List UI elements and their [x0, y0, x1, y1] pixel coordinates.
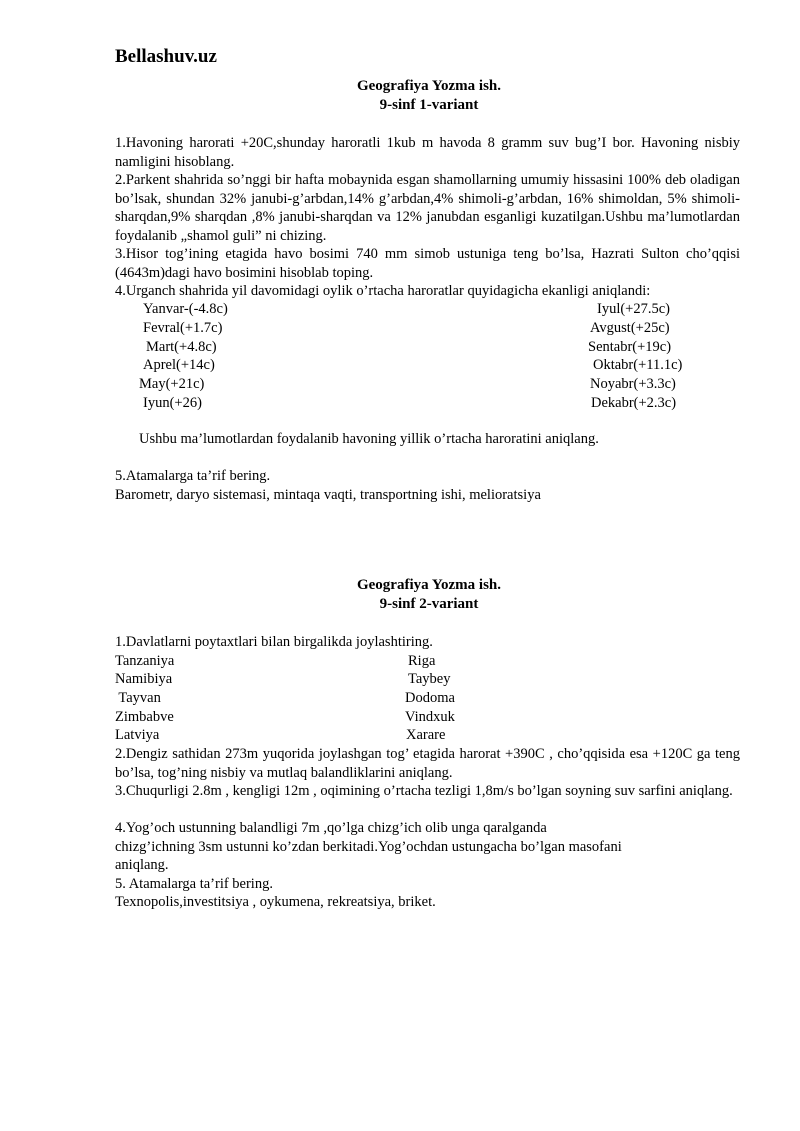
variant-2-question-4-line-1: 4.Yog’och ustunning balandligi 7m ,qo’lga chizg’ich olib unga qaralganda — [115, 820, 547, 836]
capital-item: Vindxuk — [405, 709, 455, 725]
variant-1-subject: Geografiya Yozma ish. — [356, 78, 501, 94]
variant-1-question-5-title: 5.Atamalarga ta’rif bering. — [115, 468, 271, 484]
variant-1-question-2: 2.Parkent shahrida so’nggi bir hafta mobaynida esgan shamollarning umumiy hissasini 100% deb oladigan bo’lsak, shundan 32% janubi-g’arbdan,14% g’arbdan,4% shimoli-g’arbdan, 16% shimoldan, 5% shimoli-sharqdan,9% sharqdan ,8% janubi-sharqdan va 12% janubdan esganligi kuzatilgan.Ushbu ma’lumotlardan foydalanib „shamol guli” ni chizing. — [115, 172, 740, 245]
variant-2-grade: 9-sinf 2-variant — [379, 596, 479, 612]
variant-2-question-5-title: 5. Atamalarga ta’rif bering. — [115, 876, 273, 892]
variant-2-question-5-terms: Texnopolis,investitsiya , oykumena, rekreatsiya, briket. — [115, 894, 436, 910]
country-item: Namibiya — [115, 671, 173, 687]
site-title: Bellashuv.uz — [115, 46, 217, 67]
variant-2-question-1: 1.Davlatlarni poytaxtlari bilan birgalikda joylashtiring. — [115, 634, 433, 650]
month-item: Noyabr(+3.3c) — [590, 376, 676, 392]
variant-2-question-3: 3.Chuqurligi 2.8m , kengligi 12m , oqimining o’rtacha tezligi 1,8m/s bo’lgan soyning suv sarfini aniqlang. — [115, 783, 733, 799]
variant-2-question-4-line-2: chizg’ichning 3sm ustunni ko’zdan berkitadi.Yog’ochdan ustungacha bo’lgan masofani — [115, 839, 622, 855]
month-item: Fevral(+1.7c) — [143, 320, 223, 336]
variant-1-grade: 9-sinf 1-variant — [379, 97, 479, 113]
month-item: Dekabr(+2.3c) — [591, 395, 677, 411]
capital-item: Xarare — [406, 727, 446, 743]
month-item: Aprel(+14c) — [143, 357, 215, 373]
country-item: Latviya — [115, 727, 160, 743]
variant-2-question-4-line-3: aniqlang. — [115, 857, 169, 873]
variant-1-question-3: 3.Hisor tog’ining etagida havo bosimi 740 mm simob ustuniga teng bo’lsa, Hazrati Sulton cho’qqisi (4643m)dagi havo bosimini hisoblab toping. — [115, 246, 740, 281]
capital-item: Taybey — [408, 671, 451, 687]
month-item: Iyul(+27.5c) — [597, 301, 671, 317]
variant-2-question-2: 2.Dengiz sathidan 273m yuqorida joylashgan tog’ etagida harorat +390C , cho’qqisida esa +120C ga teng bo’lsa, tog’ning nisbiy va mutlaq balandliklarini aniqlang. — [115, 746, 740, 781]
country-item: Zimbabve — [115, 709, 174, 725]
variant-1-question-1: 1.Havoning harorati +20C,shunday haroratli 1kub m havoda 8 gramm suv bug’I bor. Havoning nisbiy namligini hisoblang. — [115, 135, 740, 170]
capital-item: Riga — [408, 653, 436, 669]
month-item: Avgust(+25c) — [590, 320, 670, 336]
capital-item: Dodoma — [405, 690, 455, 706]
month-item: Mart(+4.8c) — [146, 339, 217, 355]
variant-1-question-4-intro: 4.Urganch shahrida yil davomidagi oylik o’rtacha haroratlar quyidagicha ekanligi aniqlandi: — [115, 283, 651, 299]
month-item: May(+21c) — [139, 376, 205, 392]
variant-1-question-4-task: Ushbu ma’lumotlardan foydalanib havoning yillik o’rtacha haroratini aniqlang. — [139, 431, 599, 447]
month-item: Oktabr(+11.1c) — [593, 357, 683, 373]
month-item: Yanvar-(-4.8c) — [143, 301, 228, 317]
country-item: Tayvan — [115, 690, 161, 706]
month-item: Iyun(+26) — [143, 395, 202, 411]
country-item: Tanzaniya — [115, 653, 175, 669]
variant-1-question-5-terms: Barometr, daryo sistemasi, mintaqa vaqti, transportning ishi, melioratsiya — [115, 487, 541, 503]
variant-2-subject: Geografiya Yozma ish. — [356, 577, 501, 593]
month-item: Sentabr(+19c) — [588, 339, 672, 355]
